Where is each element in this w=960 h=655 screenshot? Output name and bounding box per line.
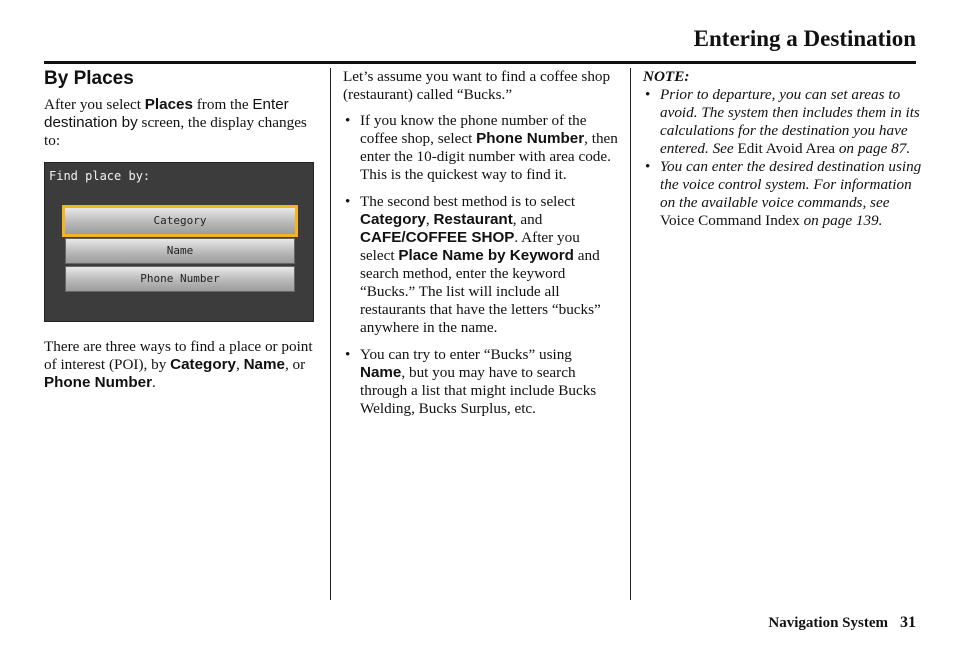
column-divider (630, 68, 631, 600)
category-button[interactable]: Category (62, 205, 298, 237)
find-place-screen (44, 162, 314, 322)
ways-text: There are three ways to find a place or point of interest (POI), by (44, 338, 313, 373)
note-label: NOTE: (643, 68, 690, 85)
list-item (343, 112, 618, 184)
ways-text: , or (284, 356, 306, 373)
bullet-icon: • (345, 112, 351, 129)
item-text: , (425, 211, 434, 228)
list-item (643, 86, 923, 158)
item-text: If you know the phone number of the coffee shop, select (360, 112, 587, 147)
item-text: , but you may have to search through a list that might include Bucks Welding, Bucks Surplus, etc. (360, 364, 597, 417)
intro-text: from the (192, 96, 253, 113)
keyword-term: Place Name by Keyword (398, 247, 574, 264)
list-item (343, 193, 618, 337)
restaurant-term: Restaurant (433, 211, 513, 228)
bullet-icon: • (645, 158, 651, 175)
phone-number-button[interactable]: Phone Number (65, 266, 295, 292)
item-text: , then enter the 10-digit number with area code. This is the quickest way to find it. (360, 130, 618, 183)
phone-number-term: Phone Number (44, 374, 153, 391)
name-button[interactable]: Name (65, 238, 295, 264)
note-text: on page 139. (799, 212, 883, 229)
page-footer (768, 614, 916, 632)
voice-command-index-ref: Voice Command Index (660, 212, 800, 229)
intro-paragraph (44, 96, 316, 150)
section-heading: By Places (44, 68, 134, 89)
name-term: Name (360, 364, 402, 381)
screen-title: Find place by: (49, 169, 151, 183)
bullet-icon: • (345, 193, 351, 210)
page-number: 31 (900, 614, 916, 631)
item-text: and search method, enter the keyword “Bucks.” The list will include all restaurants that have the letters “bucks” anywhere in the name. (360, 247, 601, 336)
ways-paragraph (44, 338, 316, 392)
item-text: . After you select (360, 229, 580, 264)
note-text: on page 87. (835, 140, 911, 157)
name-term: Name (243, 356, 285, 373)
list-item (343, 346, 618, 418)
assume-paragraph: Let’s assume you want to find a coffee shop (restaurant) called “Bucks.” (343, 68, 611, 103)
item-text: You can try to enter “Bucks” using (360, 346, 572, 363)
list-item (643, 158, 923, 230)
edit-avoid-area-ref: Edit Avoid Area (737, 140, 836, 157)
page-title: Entering a Destination (693, 26, 916, 51)
item-text: The second best method is to select (360, 193, 576, 210)
note-text: Prior to departure, you can set areas to avoid. The system then includes them in its calculations for the destination you have entered. See (660, 86, 920, 157)
places-term: Places (144, 96, 193, 113)
bullet-icon: • (645, 86, 651, 103)
enter-destination-term: Enter destination by (44, 96, 289, 131)
cafe-term: CAFE/COFFEE SHOP (360, 229, 515, 246)
title-rule (44, 61, 916, 64)
footer-label: Navigation System (768, 615, 888, 631)
bullet-icon: • (345, 346, 351, 363)
intro-text: After you select (44, 96, 145, 113)
column-middle (343, 68, 618, 427)
category-term: Category (170, 356, 236, 373)
column-left (44, 68, 316, 392)
ways-text: , (235, 356, 244, 373)
column-divider (330, 68, 331, 600)
item-text: , and (512, 211, 543, 228)
column-right (643, 68, 923, 230)
intro-text: screen, the display changes to: (44, 114, 307, 149)
method-list (343, 112, 618, 418)
note-text: You can enter the desired destination using the voice control system. For information on the available voice commands, see (660, 158, 922, 211)
phone-number-term: Phone Number (476, 130, 585, 147)
ways-text: . (152, 374, 156, 391)
note-list (643, 86, 923, 230)
category-term: Category (360, 211, 426, 228)
